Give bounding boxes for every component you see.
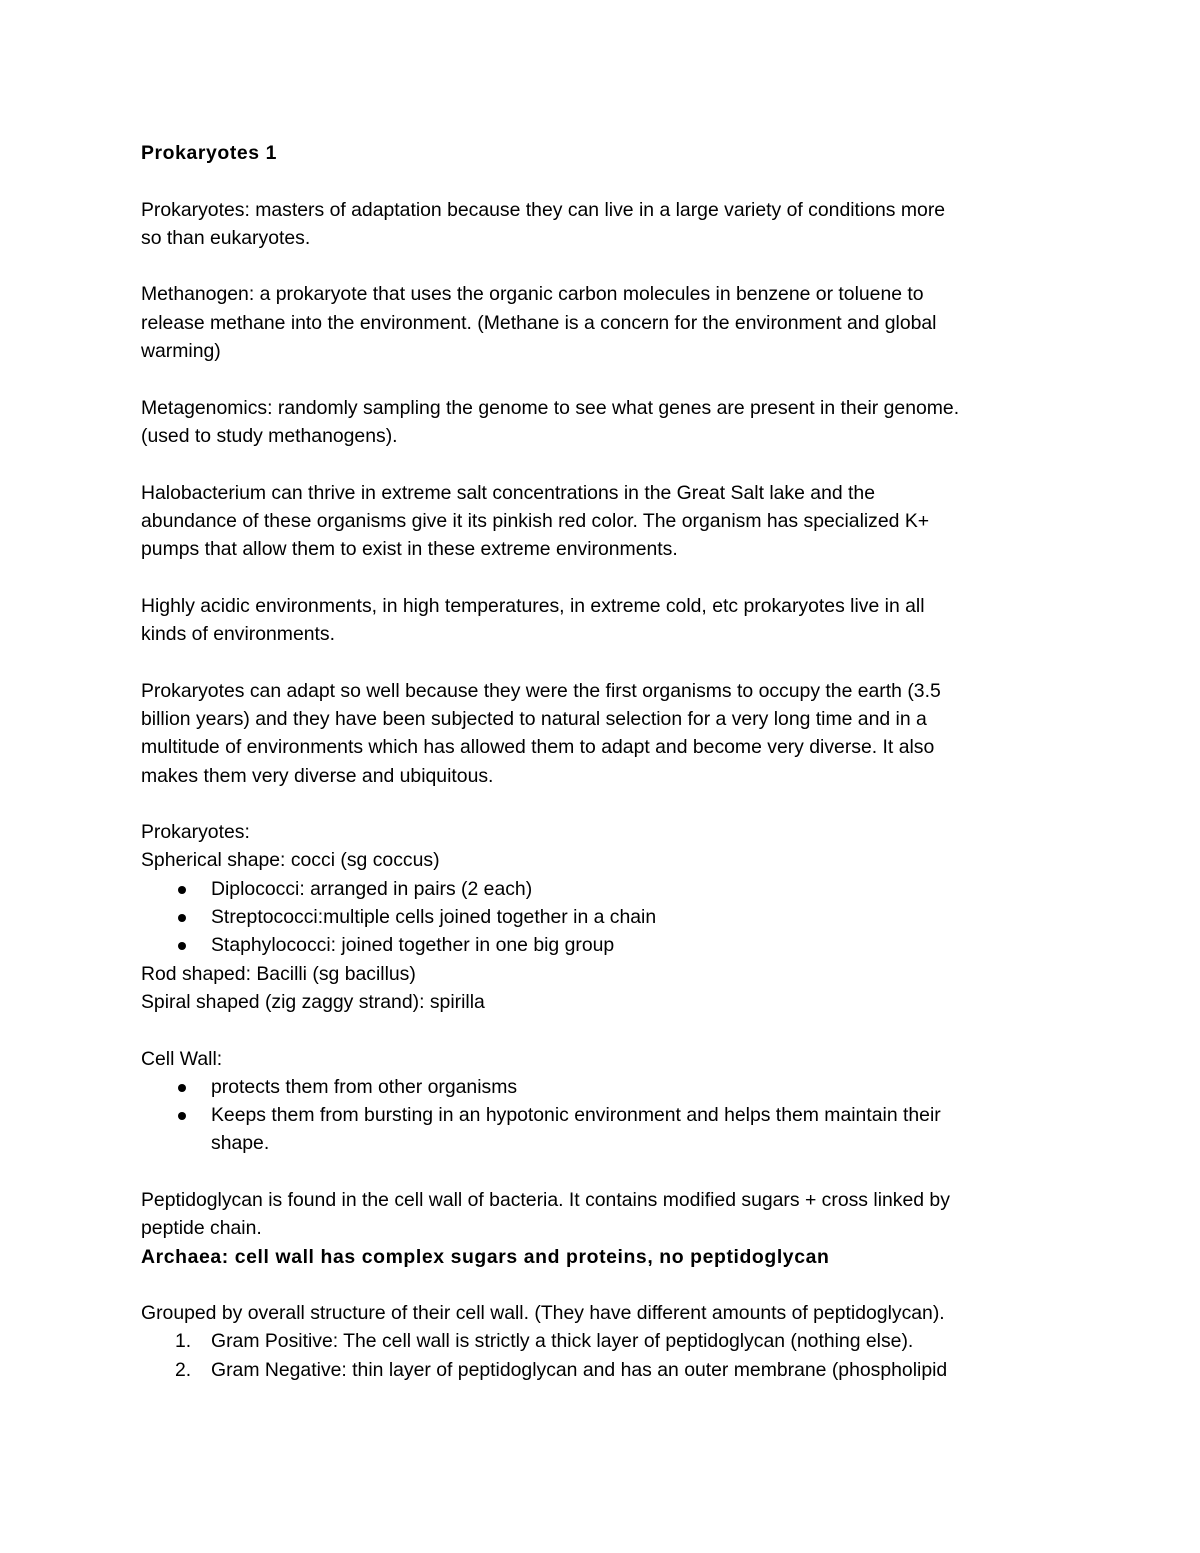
text-line: Halobacterium can thrive in extreme salt concentrations in the Great Salt lake and the: [141, 481, 875, 504]
text-line: pumps that allow them to exist in these extreme environments.: [141, 538, 678, 561]
spherical-shape-line: Spherical shape: cocci (sg coccus): [141, 849, 440, 872]
item-number: 2.: [175, 1358, 192, 1381]
bullet-icon: [178, 1112, 186, 1120]
text-line: Prokaryotes can adapt so well because they were the first organisms to occupy the earth (3.5: [141, 679, 941, 702]
archaea-note: Archaea: cell wall has complex sugars and proteins, no peptidoglycan: [141, 1245, 830, 1268]
list-item-continuation: [141, 1129, 1061, 1157]
list-item-text: protects them from other organisms: [211, 1075, 518, 1098]
list-item-text: Streptococci:multiple cells joined together in a chain: [211, 906, 657, 929]
spiral-shape-line: Spiral shaped (zig zaggy strand): spirilla: [141, 990, 485, 1013]
paragraph-peptidoglycan: [141, 1186, 1061, 1243]
paragraph-halobacterium: [141, 479, 1061, 564]
numbered-item: [141, 1327, 1061, 1355]
list-item: [141, 903, 1061, 931]
document-title: Prokaryotes 1: [141, 142, 278, 164]
text-line: Metagenomics: randomly sampling the genome to see what genes are present in their genome.: [141, 396, 960, 419]
bullet-icon: [178, 942, 186, 950]
rod-shape-line: Rod shaped: Bacilli (sg bacillus): [141, 962, 416, 985]
text-line: so than eukaryotes.: [141, 226, 311, 249]
paragraph-adaptation: [141, 677, 1061, 790]
text-line: Highly acidic environments, in high temperatures, in extreme cold, etc prokaryotes live in all: [141, 594, 925, 617]
shapes-heading: Prokaryotes:: [141, 821, 250, 844]
numbered-item: [141, 1356, 1061, 1384]
list-item: [141, 875, 1061, 903]
numbered-item-text: Gram Negative: thin layer of peptidoglycan and has an outer membrane (phospholipid: [211, 1358, 948, 1381]
spacer: [141, 167, 1061, 195]
text-line: billion years) and they have been subjected to natural selection for a very long time and in a: [141, 707, 927, 730]
list-item-text: Staphylococci: joined together in one big group: [211, 934, 615, 957]
grouped-line: Grouped by overall structure of their cell wall. (They have different amounts of peptidoglycan).: [141, 1302, 945, 1325]
text-line: Peptidoglycan is found in the cell wall of bacteria. It contains modified sugars + cross linked by: [141, 1188, 950, 1211]
spacer: [141, 1016, 1061, 1044]
list-item-text: Diplococci: arranged in pairs (2 each): [211, 877, 533, 900]
bullet-icon: [178, 914, 186, 922]
spacer: [141, 365, 1061, 393]
spacer: [141, 450, 1061, 478]
paragraph-environments: [141, 592, 1061, 649]
paragraph-metagenomics: [141, 394, 1061, 451]
numbered-item-text: Gram Positive: The cell wall is strictly a thick layer of peptidoglycan (nothing else).: [211, 1330, 914, 1353]
list-item: [141, 931, 1061, 959]
section-cell-wall: [141, 1045, 1061, 1158]
text-line: multitude of environments which has allowed them to adapt and become very diverse. It also: [141, 736, 935, 759]
list-item-text: shape.: [211, 1132, 270, 1155]
bullet-icon: [178, 886, 186, 894]
item-number: 1.: [175, 1330, 192, 1353]
text-line: kinds of environments.: [141, 623, 336, 646]
text-line: warming): [141, 340, 221, 363]
text-line: (used to study methanogens).: [141, 424, 398, 447]
text-line: release methane into the environment. (Methane is a concern for the environment and global: [141, 311, 937, 334]
text-line: Methanogen: a prokaryote that uses the organic carbon molecules in benzene or toluene to: [141, 283, 924, 306]
document-body: [141, 139, 1061, 1384]
section-gram-groups: [141, 1299, 1061, 1384]
spacer: [141, 252, 1061, 280]
spacer: [141, 563, 1061, 591]
text-line: peptide chain.: [141, 1217, 262, 1240]
spacer: [141, 1158, 1061, 1186]
paragraph-prokaryotes-intro: [141, 196, 1061, 253]
text-line: Prokaryotes: masters of adaptation because they can live in a large variety of conditions more: [141, 198, 946, 221]
text-line: makes them very diverse and ubiquitous.: [141, 764, 494, 787]
section-shapes: [141, 818, 1061, 1016]
list-item: [141, 1073, 1061, 1101]
text-line: abundance of these organisms give it its pinkish red color. The organism has specialized K+: [141, 509, 930, 532]
spacer: [141, 648, 1061, 676]
bullet-icon: [178, 1084, 186, 1092]
spacer: [141, 790, 1061, 818]
list-item-text: Keeps them from bursting in an hypotonic environment and helps them maintain their: [211, 1104, 941, 1127]
spacer: [141, 1271, 1061, 1299]
paragraph-methanogen: [141, 280, 1061, 365]
list-item: [141, 1101, 1061, 1129]
cell-wall-heading: Cell Wall:: [141, 1047, 223, 1070]
